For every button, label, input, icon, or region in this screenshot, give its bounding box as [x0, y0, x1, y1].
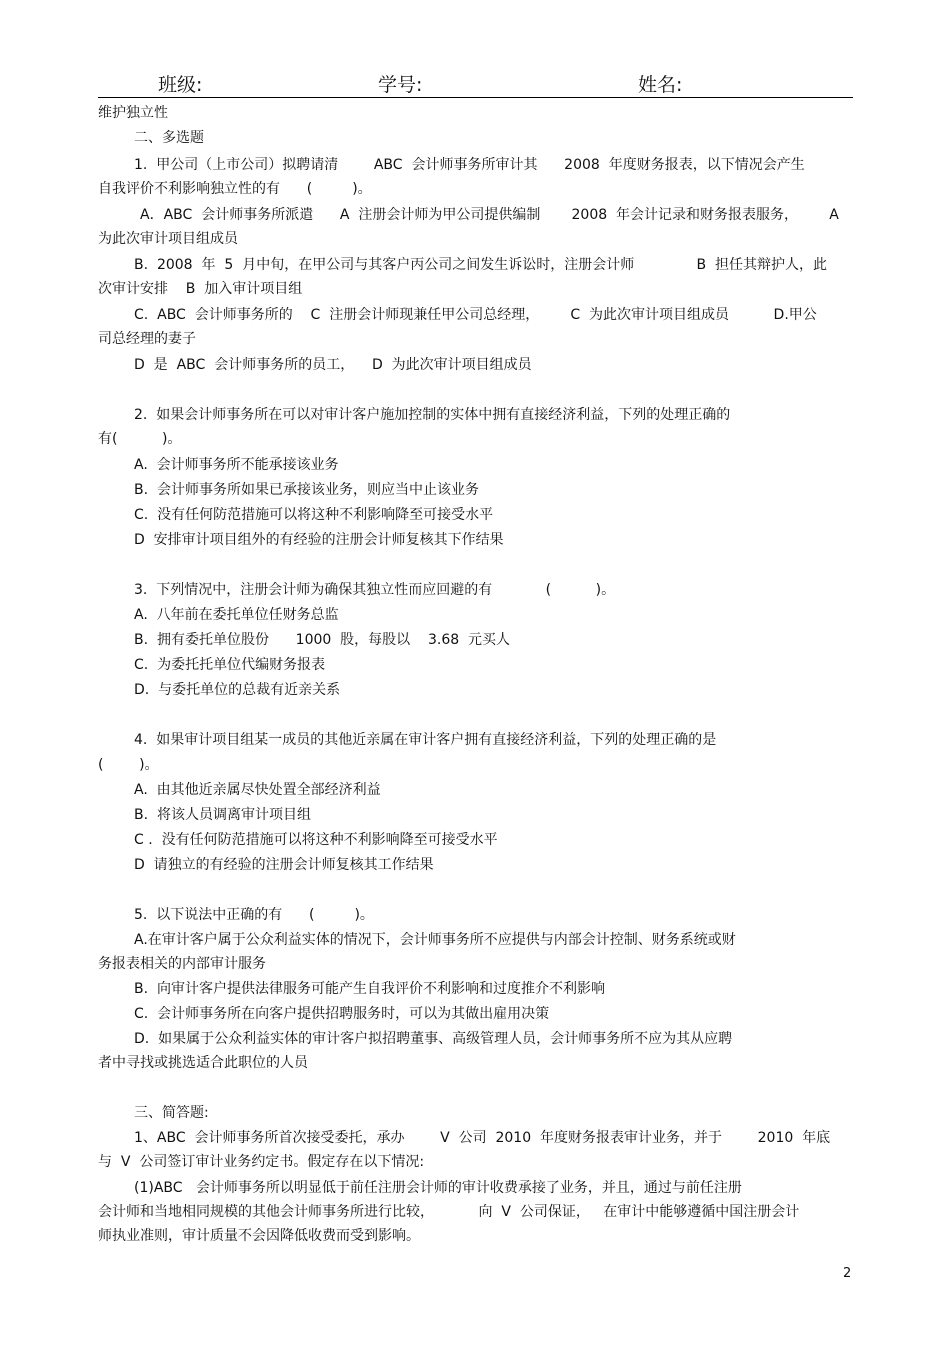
option-text: C. 为委托托单位代编财务报表: [134, 657, 326, 673]
option-text: D 是 ABC 会计师事务所的员工， D 为此次审计项目组成员: [134, 357, 532, 373]
question-text: 3. 下列情况中，注册会计师为确保其独立性而应回避的有 ( )。: [134, 582, 616, 598]
text-line: 维护独立性: [98, 105, 168, 121]
option-text: A．ABC 会计师事务所派遣 A 注册会计师为甲公司提供编制 2008 年会计记录和财务报表服务， A: [140, 207, 839, 223]
question-text: 1、ABC 会计师事务所首次接受委托，承办 V 公司 2010 年度财务报表审计业务，并于 2010 年底: [134, 1130, 831, 1146]
option-text: C. ABC 会计师事务所的 C 注册会计师现兼任甲公司总经理， C 为此次审计项目组成员 D.甲公: [134, 307, 817, 323]
option-text: 务报表相关的内部审计服务: [98, 956, 266, 972]
page-number: 2: [843, 1266, 852, 1281]
option-text: B. 2008 年 5 月中旬，在甲公司与其客户丙公司之间发生诉讼时，注册会计师 B 担任其辩护人，此: [134, 257, 827, 273]
option-text: C. 没有任何防范措施可以将这种不利影响降至可接受水平: [134, 507, 494, 523]
option-text: B. 将该人员调离审计项目组: [134, 807, 311, 823]
header-rule: [98, 97, 853, 98]
option-text: A. 由其他近亲属尽快处置全部经济利益: [134, 782, 381, 798]
option-text: C. 会计师事务所在向客户提供招聘服务时，可以为其做出雇用决策: [134, 1006, 550, 1022]
option-text: A.在审计客户属于公众利益实体的情况下，会计师事务所不应提供与内部会计控制、财务系统或财: [134, 932, 736, 948]
option-text: C . 没有任何防范措施可以将这种不利影响降至可接受水平: [134, 832, 498, 848]
header-id-label: 学号:: [378, 74, 423, 96]
header-class-label: 班级:: [158, 74, 203, 96]
section-heading: 三、简答题:: [134, 1105, 209, 1121]
header-name-label: 姓名:: [638, 74, 683, 96]
question-text: 4. 如果审计项目组某一成员的其他近亲属在审计客户拥有直接经济利益，下列的处理正确的是: [134, 732, 717, 748]
option-text: 为此次审计项目组成员: [98, 231, 238, 247]
option-text: D 安排审计项目组外的有经验的注册会计师复核其下作结果: [134, 532, 504, 548]
question-text: 5. 以下说法中正确的有 ( )。: [134, 907, 374, 923]
question-text: 师执业准则，审计质量不会因降低收费而受到影响。: [98, 1228, 420, 1244]
option-text: D. 与委托单位的总裁有近亲关系: [134, 682, 341, 698]
option-text: 次审计安排 B 加入审计项目组: [98, 281, 303, 297]
option-text: 司总经理的妻子: [98, 331, 196, 347]
option-text: A. 会计师事务所不能承接该业务: [134, 457, 339, 473]
option-text: B. 拥有委托单位股份 1000 股，每股以 3.68 元买人: [134, 632, 511, 648]
option-text: B. 会计师事务所如果已承接该业务，则应当中止该业务: [134, 482, 479, 498]
question-text: ( )。: [98, 757, 159, 773]
question-text: 与 V 公司签订审计业务约定书。假定存在以下情况:: [98, 1154, 425, 1170]
option-text: D 请独立的有经验的注册会计师复核其工作结果: [134, 857, 434, 873]
question-text: 自我评价不利影响独立性的有 ( )。: [98, 181, 372, 197]
question-text: 有( )。: [98, 431, 182, 447]
option-text: A. 八年前在委托单位任财务总监: [134, 607, 339, 623]
question-text: 1. 甲公司（上市公司）拟聘请清 ABC 会计师事务所审计其 2008 年度财务报表，以下情况会产生: [134, 157, 805, 173]
option-text: 者中寻找或挑选适合此职位的人员: [98, 1055, 308, 1071]
section-heading: 二、多选题: [134, 130, 204, 146]
option-text: D. 如果属于公众利益实体的审计客户拟招聘董事、高级管理人员，会计师事务所不应为其从应聘: [134, 1031, 733, 1047]
question-text: 2. 如果会计师事务所在可以对审计客户施加控制的实体中拥有直接经济利益，下列的处理正确的: [134, 407, 731, 423]
question-text: (1)ABC 会计师事务所以明显低于前任注册会计师的审计收费承接了业务，并且，通过与前任注册: [134, 1180, 742, 1196]
question-text: 会计师和当地相同规模的其他会计师事务所进行比较， 向 V 公司保证， 在审计中能够遵循中国注册会计: [98, 1204, 800, 1220]
option-text: B. 向审计客户提供法律服务可能产生自我评价不利影响和过度推介不利影响: [134, 981, 605, 997]
